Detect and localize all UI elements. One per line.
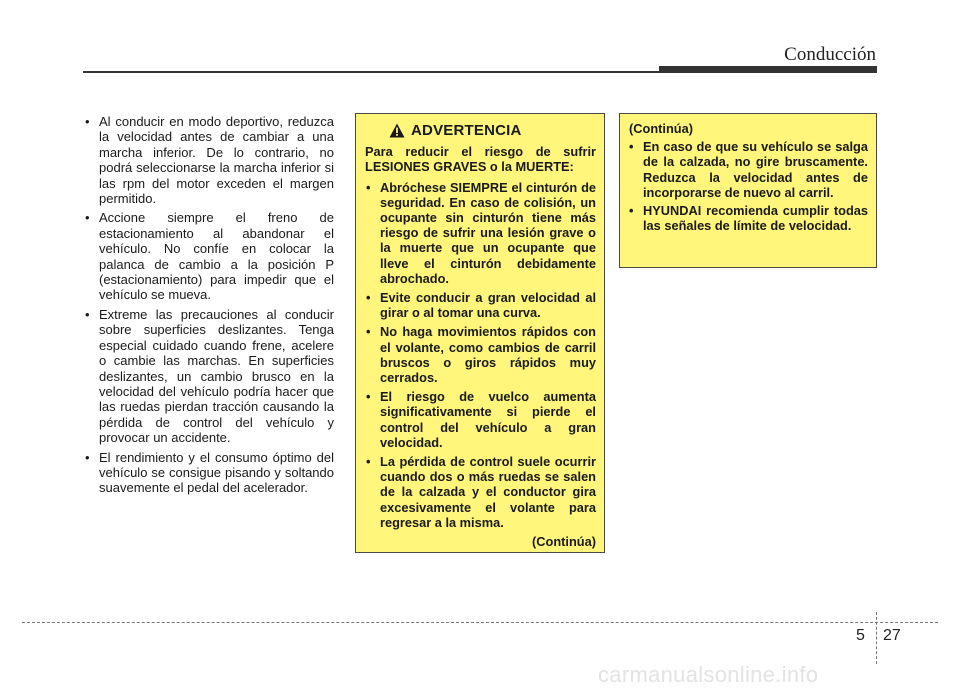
footer-dashed-rule [22,622,938,623]
continuation-label: (Continúa) [629,121,693,136]
warning-triangle-icon [389,123,405,138]
list-item: • Accione siempre el freno de estacionamiento al abandonar el vehículo. No confíe en colocar la palanca de cambio a la posición P (estacionamiento) para impedir que el vehículo se mueva. [84,210,334,302]
left-column [84,114,334,500]
list-item: • HYUNDAI recomienda cumplir todas las señales de límite de velocidad. [628,203,868,233]
left-bullet-list [84,114,334,496]
page-header-title: Conducción [784,44,876,65]
list-item: • El riesgo de vuelco aumenta significativamente si pierde el control del vehículo a gran velocidad. [365,389,596,450]
header-rule-thick [659,66,877,73]
list-item: • El rendimiento y el consumo óptimo del vehículo se consigue pisando y soltando suavemente el pedal del acelerador. [84,450,334,496]
page-number: 27 [883,627,901,644]
list-item: • La pérdida de control suele ocurrir cuando dos o más ruedas se salen de la calzada y el conductor gira excesivamente el volante para regresar a la misma. [365,454,596,530]
list-item: • Extreme las precauciones al conducir sobre superficies deslizantes. Tenga especial cuidado cuando frene, acelere o cambie las marchas. En superficies deslizantes, un cambio brusco en la velocidad del vehículo podría hacer que las ruedas pierdan tracción causando la pérdida de control del vehículo y provocar un accidente. [84,307,334,446]
chapter-number: 5 [856,627,865,644]
warning-continued-label: (Continúa) [532,534,596,550]
warning-header [389,123,596,138]
warning-title: ADVERTENCIA [411,122,522,139]
list-item: • No haga movimientos rápidos con el volante, como cambios de carril bruscos o giros rápidos muy cerrados. [365,324,596,385]
continuation-box [619,113,877,268]
warning-box [355,113,605,553]
warning-bullet-list [365,180,596,530]
header-rule-thin [83,71,660,73]
list-item: • Evite conducir a gran velocidad al girar o al tomar una curva. [365,290,596,320]
list-item: • Al conducir en modo deportivo, reduzca la velocidad antes de cambiar a una marcha inferior. De lo contrario, no podrá seleccionarse la marcha inferior si las rpm del motor exceden el margen permitido. [84,114,334,206]
warning-intro: Para reducir el riesgo de sufrir LESIONES GRAVES o la MUERTE: [365,144,596,175]
list-item: • En caso de que su vehículo se salga de la calzada, no gire bruscamente. Reduzca la velocidad antes de incorporarse de nuevo al carril. [628,139,868,200]
watermark-text: carmanualsonline.info [598,662,819,687]
continuation-bullet-list [628,139,868,233]
footer-vertical-divider [876,612,877,664]
list-item: • Abróchese SIEMPRE el cinturón de seguridad. En caso de colisión, un ocupante sin cinturón tiene más riesgo de sufrir una lesión grave o la muerte que un ocupante que lleve el cinturón debidamente abrochado. [365,180,596,286]
